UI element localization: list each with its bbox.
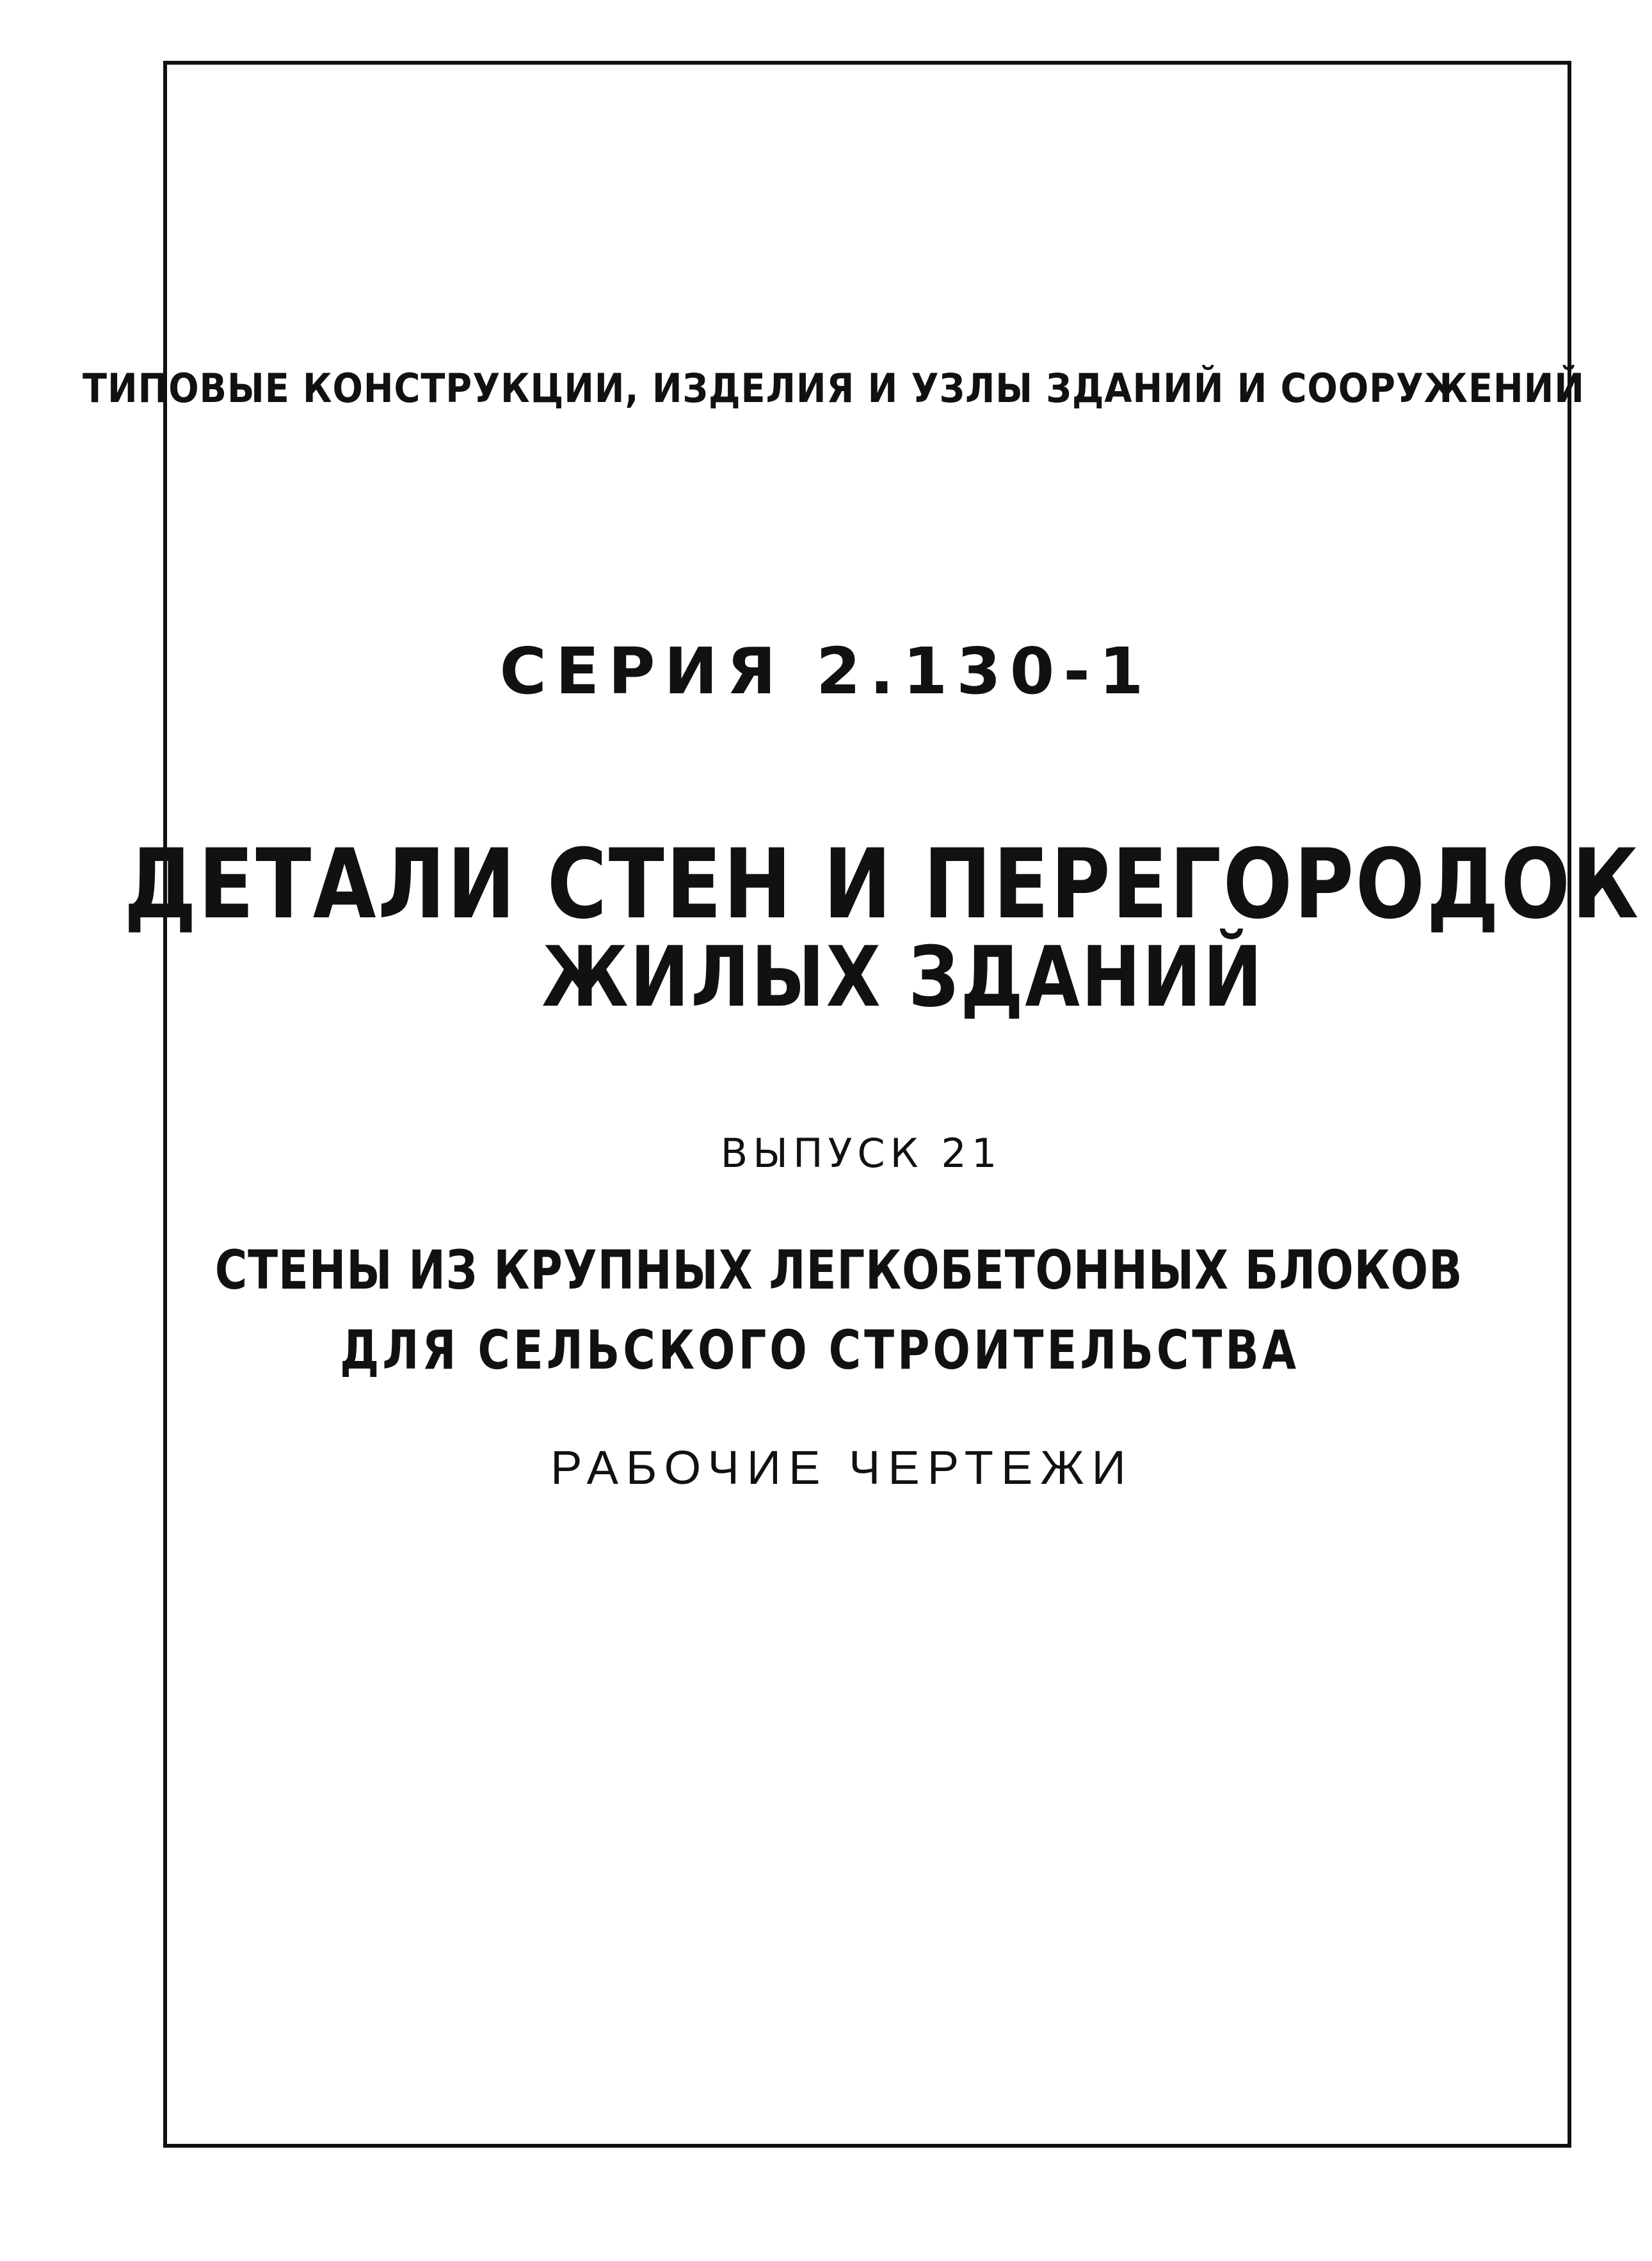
document-subtitle-line-1: СТЕНЫ ИЗ КРУПНЫХ ЛЕГКОБЕТОННЫХ БЛОКОВ xyxy=(214,1239,1463,1301)
document-title-line-1: ДЕТАЛИ СТЕН И ПЕРЕГОРОДОК xyxy=(124,829,1640,940)
document-title-line-2: ЖИЛЫХ ЗДАНИЙ xyxy=(541,928,1264,1026)
document-subtitle-line-2: ДЛЯ СЕЛЬСКОГО СТРОИТЕЛЬСТВА xyxy=(340,1319,1299,1381)
series-category-header: ТИПОВЫЕ КОНСТРУКЦИИ, ИЗДЕЛИЯ И УЗЛЫ ЗДАНИЙ И СООРУЖЕНИЙ xyxy=(83,365,1585,412)
working-drawings-label: РАБОЧИЕ ЧЕРТЕЖИ xyxy=(550,1441,1134,1494)
series-number: СЕРИЯ 2.130-1 xyxy=(499,634,1153,709)
issue-number: ВЫПУСК 21 xyxy=(720,1130,1002,1177)
